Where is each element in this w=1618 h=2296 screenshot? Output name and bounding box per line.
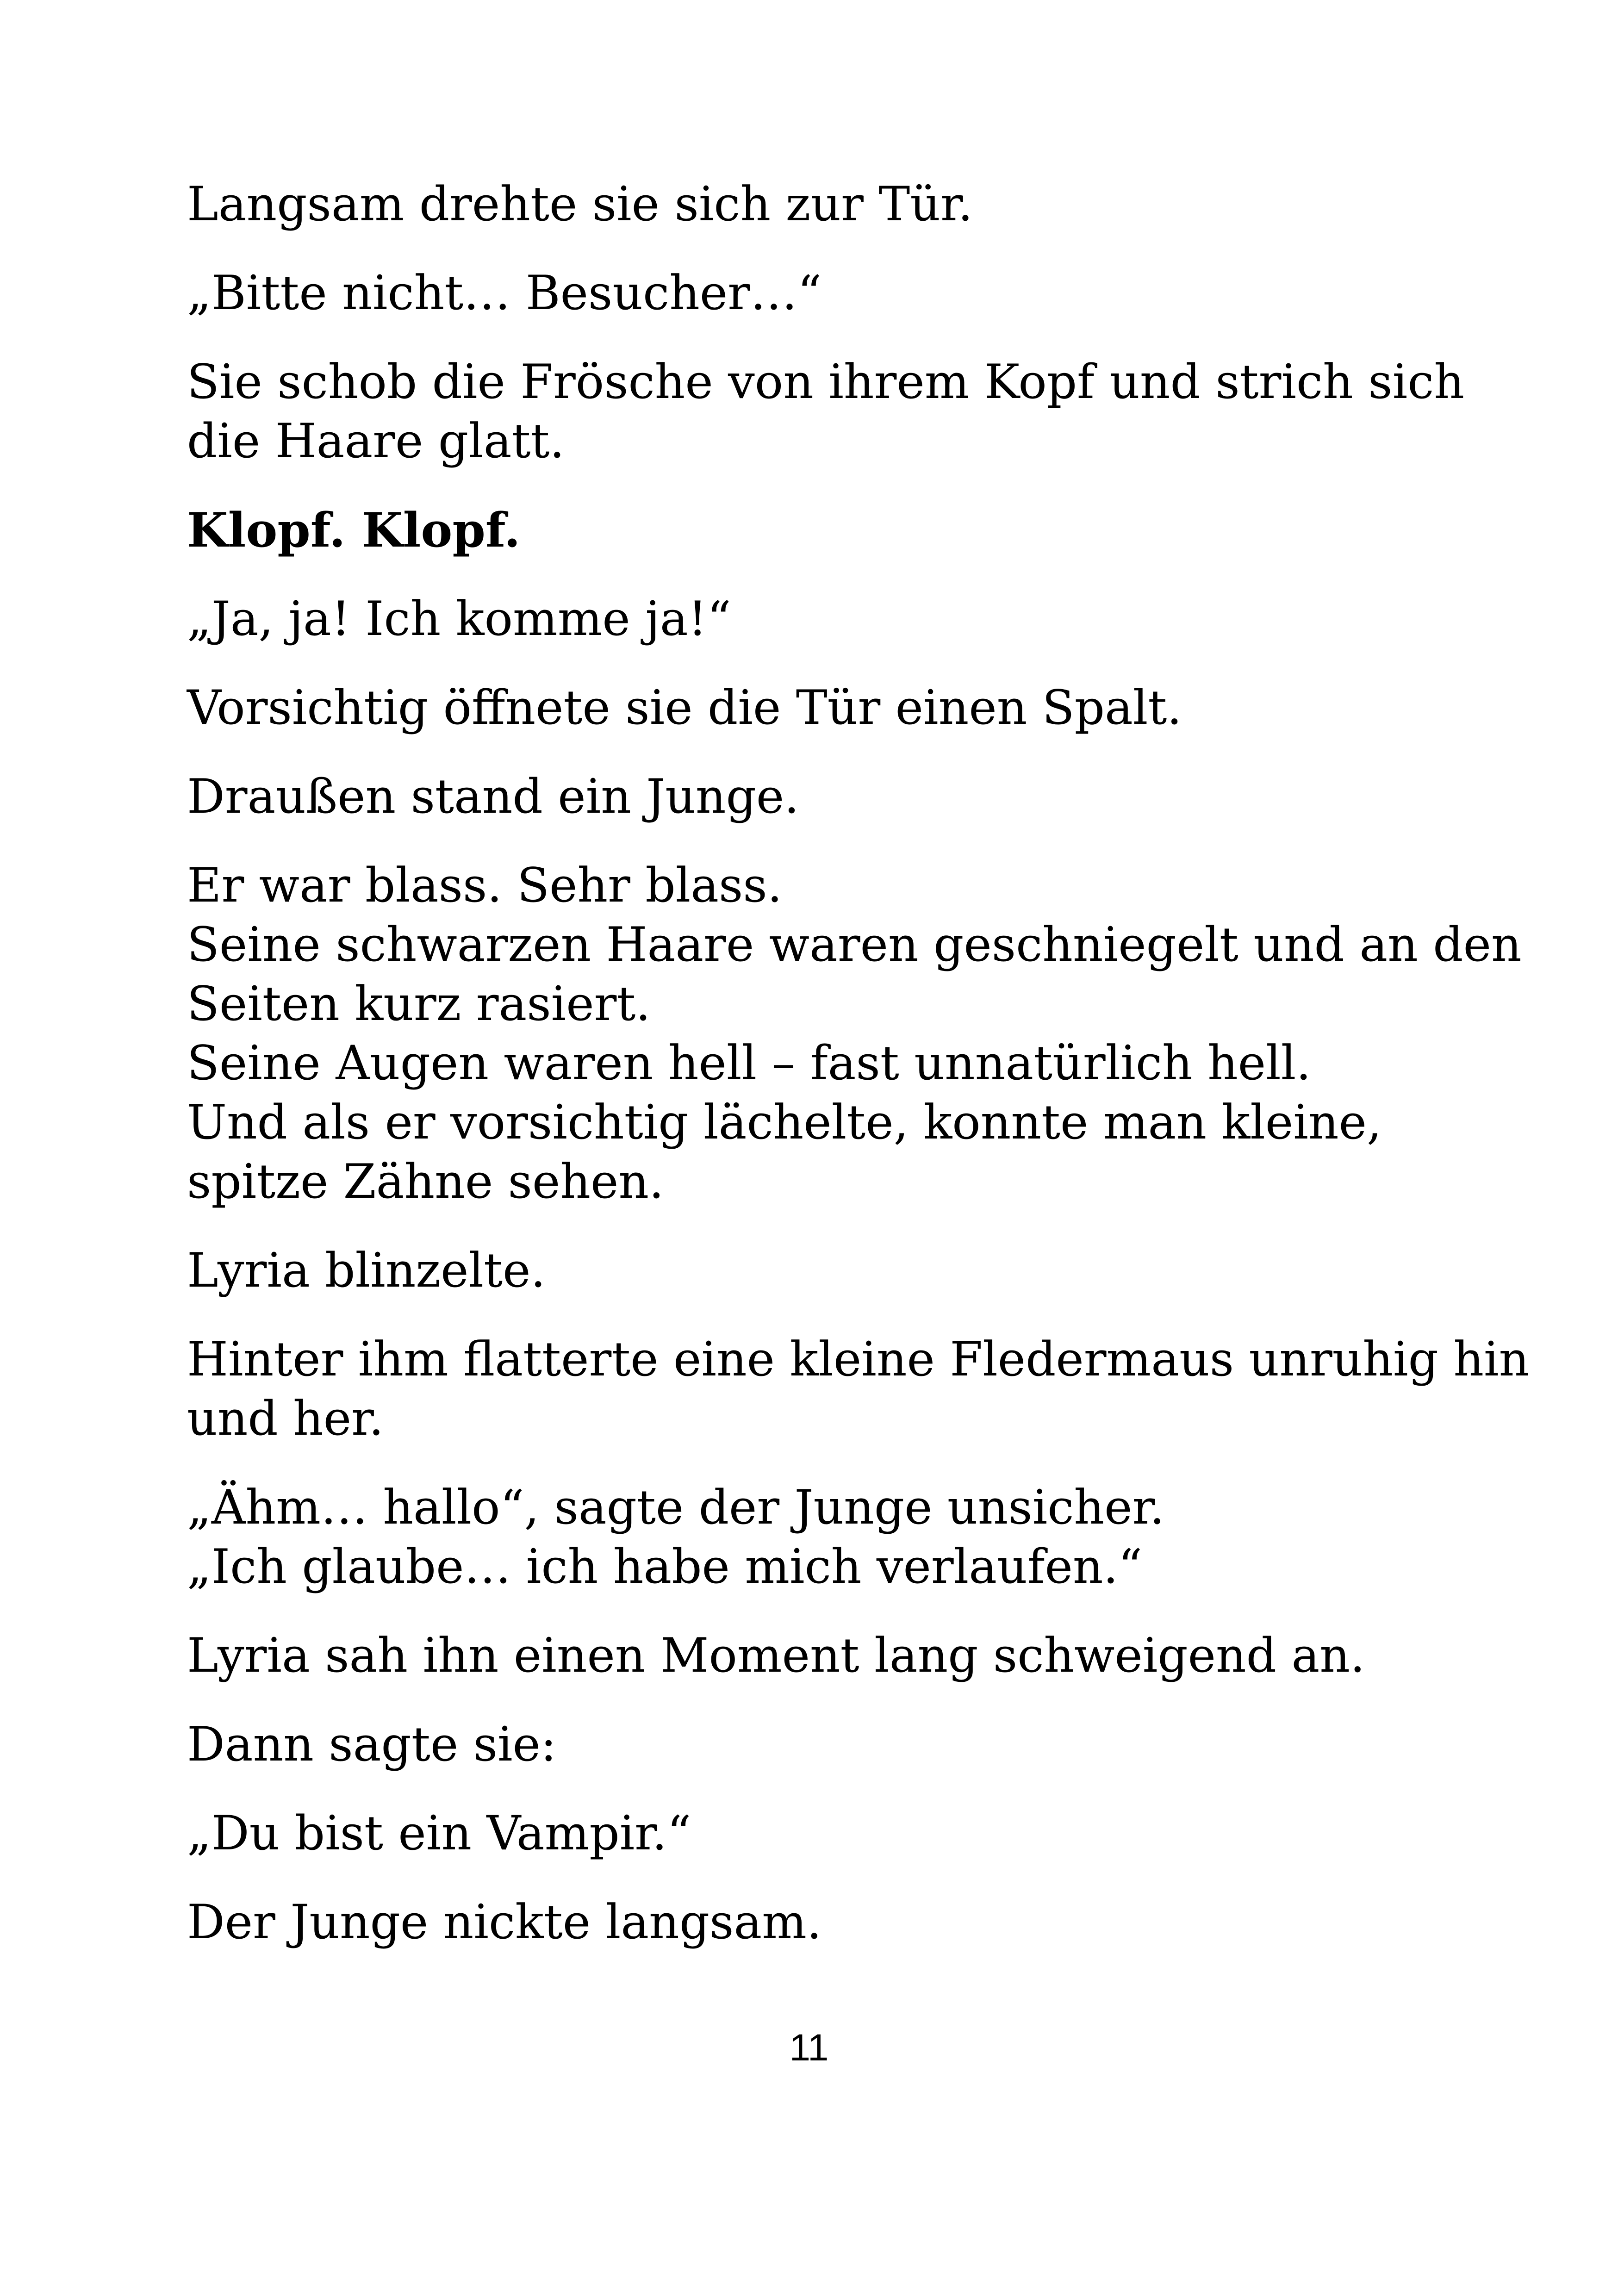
paragraph: [187, 353, 1483, 471]
paragraph: [187, 590, 1483, 649]
text-line: Hinter ihm flatterte eine kleine Fledermaus unruhig hin: [187, 1332, 1530, 1387]
paragraph: [187, 1330, 1530, 1449]
paragraph: [187, 1893, 1483, 1952]
text-line: Dann sagte sie:: [187, 1717, 557, 1772]
text-line: Der Junge nickte langsam.: [187, 1895, 822, 1950]
paragraph: [187, 264, 1483, 323]
text-line: Lyria blinzelte.: [187, 1243, 546, 1298]
paragraph: [187, 175, 1483, 234]
text-line: Klopf. Klopf.: [187, 503, 521, 558]
text-line: Seiten kurz rasiert.: [187, 977, 651, 1032]
paragraph: [187, 1804, 1483, 1863]
text-line: spitze Zähne sehen.: [187, 1154, 664, 1209]
text-line: und her.: [187, 1391, 384, 1446]
story-text: [187, 175, 1530, 1982]
text-line: Draußen stand ein Junge.: [187, 769, 799, 824]
text-line: Lyria sah ihn einen Moment lang schweigend an.: [187, 1628, 1365, 1683]
paragraph: [187, 856, 1522, 1212]
text-line: Seine Augen waren hell – fast unnatürlich hell.: [187, 1036, 1311, 1091]
page-number: 11: [789, 2027, 829, 2069]
text-line: „Ähm… hallo“, sagte der Junge unsicher.: [187, 1480, 1165, 1535]
text-line: „Ja, ja! Ich komme ja!“: [187, 591, 731, 647]
text-line: Langsam drehte sie sich zur Tür.: [187, 177, 973, 232]
paragraph: [187, 1241, 1483, 1300]
paragraph: [187, 767, 1483, 827]
text-line: Vorsichtig öffnete sie die Tür einen Spalt.: [187, 680, 1182, 735]
paragraph: [187, 678, 1483, 738]
text-line: „Ich glaube… ich habe mich verlaufen.“: [187, 1539, 1143, 1594]
bold-paragraph: [187, 501, 1483, 560]
text-line: Seine schwarzen Haare waren geschniegelt und an den: [187, 917, 1522, 972]
paragraph: [187, 1626, 1483, 1686]
paragraph: [187, 1715, 1483, 1774]
paragraph: [187, 1478, 1483, 1597]
text-line: die Haare glatt.: [187, 414, 565, 469]
text-line: „Du bist ein Vampir.“: [187, 1806, 691, 1861]
text-line: Er war blass. Sehr blass.: [187, 858, 783, 913]
text-line: „Bitte nicht… Besucher…“: [187, 266, 822, 321]
text-line: Und als er vorsichtig lächelte, konnte man kleine,: [187, 1095, 1382, 1150]
text-line: Sie schob die Frösche von ihrem Kopf und strich sich: [187, 355, 1465, 410]
